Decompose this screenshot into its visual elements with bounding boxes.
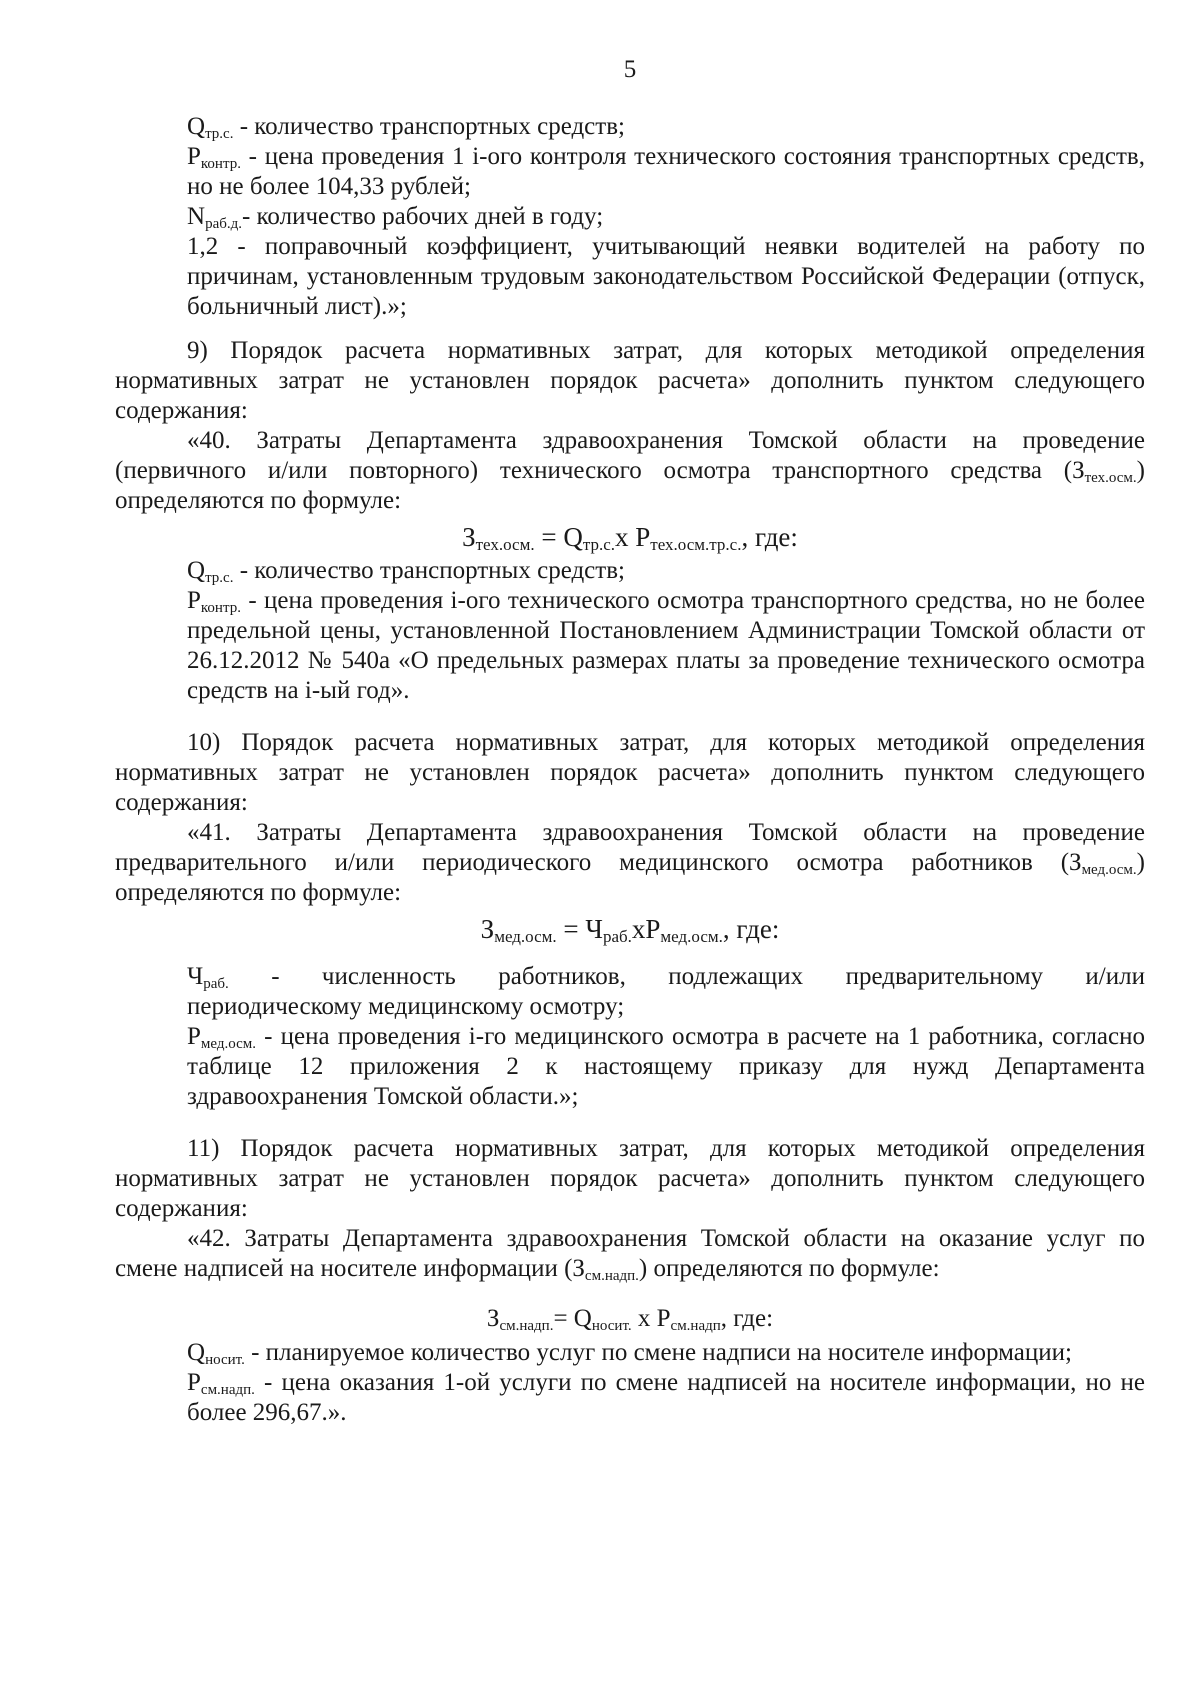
definition-q-vehicles: $Q_{тр.с.}$ - количество транспортных средств; [187,113,625,142]
item-9-intro: 9) Порядок расчета нормативных затрат, для которых методикой определения нормативных затрат не установлен порядок расчета» дополнить пунктом следующего содержания: [115,337,1145,424]
clause-40: «40. Затраты Департамента здравоохранения Томской области на проведение (первичного и/или повторного) технического осмотра транспортного средства $(З_{тех.осм.})$ определяются по формуле: [115,427,1145,514]
definition-ch-workers-line2: периодическому медицинскому осмотру; [187,993,625,1020]
definition-p-medical: $P_{мед.осм.}$ - цена проведения i-го медицинского осмотра в расчете на 1 работника, согласно таблице 12 приложения 2 к настоящему приказу для нужд Департамента здравоохранения Томской области.»; [187,1023,1145,1110]
clause-41: «41. Затраты Департамента здравоохранения Томской области на проведение предварительного и/или периодического медицинского осмотра работников $(З_{мед.осм.})$ определяются по формуле: [115,819,1145,906]
definition-ch-workers-line1: $Ч_{раб.}$ - численность работников, подлежащих предварительному и/или [187,963,1145,992]
clause-42: «42. Затраты Департамента здравоохранения Томской области на оказание услуг по смене надписей на носителе информации $(З_{см.надп.})$ определяются по формуле: [115,1225,1145,1284]
formula-medical-exam: $З_{мед.осм.} = Ч_{раб.}xP_{мед.осм.}$, где: [480,914,780,946]
formula-tech-inspection: $З_{тех.осм.} = Q_{тр.с.}x$ $P_{тех.осм.тр.с.}$, где: [462,522,798,554]
definition-p-control: $P_{контр.}$ - цена проведения 1 i-ого контроля технического состояния транспортных средств, но не более 104,33 рублей; [187,143,1145,200]
definition-p-label: $P_{см.надп.}$ - цена оказания 1-ой услуги по смене надписей на носителе информации, но не более 296,67.». [187,1369,1145,1426]
definition-p-inspection: $P_{контр.}$ - цена проведения i-ого технического осмотра транспортного средства, но не более предельной цены, установленной Постановлением Администрации Томской области от 26.12.2012 № 540а «О предельных размерах платы за проведение технического осмотра средств на i-ый год». [187,587,1145,704]
document-body [115,112,1145,1428]
definition-correction-coefficient: 1,2 - поправочный коэффициент, учитывающий неявки водителей на работу по причинам, установленным трудовым законодательством Российской Федерации (отпуск, больничный лист).»; [187,233,1145,320]
item-11-intro: 11) Порядок расчета нормативных затрат, для которых методикой определения нормативных затрат не установлен порядок расчета» дополнить пунктом следующего содержания: [115,1135,1145,1222]
definition-n-workdays: $N_{раб.д.}-$ количество рабочих дней в году; [187,203,604,232]
formula-label-change: $З_{см.надп.}= Q_{носит.}$ x $P_{см.надп}$, где: [486,1305,774,1334]
definition-q-vehicles-2: $Q_{тр.с.}$ - количество транспортных средств; [187,557,625,586]
definition-q-media: $Q_{носит.}$ - планируемое количество услуг по смене надписи на носителе информации; [187,1339,1072,1368]
item-10-intro: 10) Порядок расчета нормативных затрат, для которых методикой определения нормативных затрат не установлен порядок расчета» дополнить пунктом следующего содержания: [115,729,1145,816]
page-number: 5 [623,56,637,83]
